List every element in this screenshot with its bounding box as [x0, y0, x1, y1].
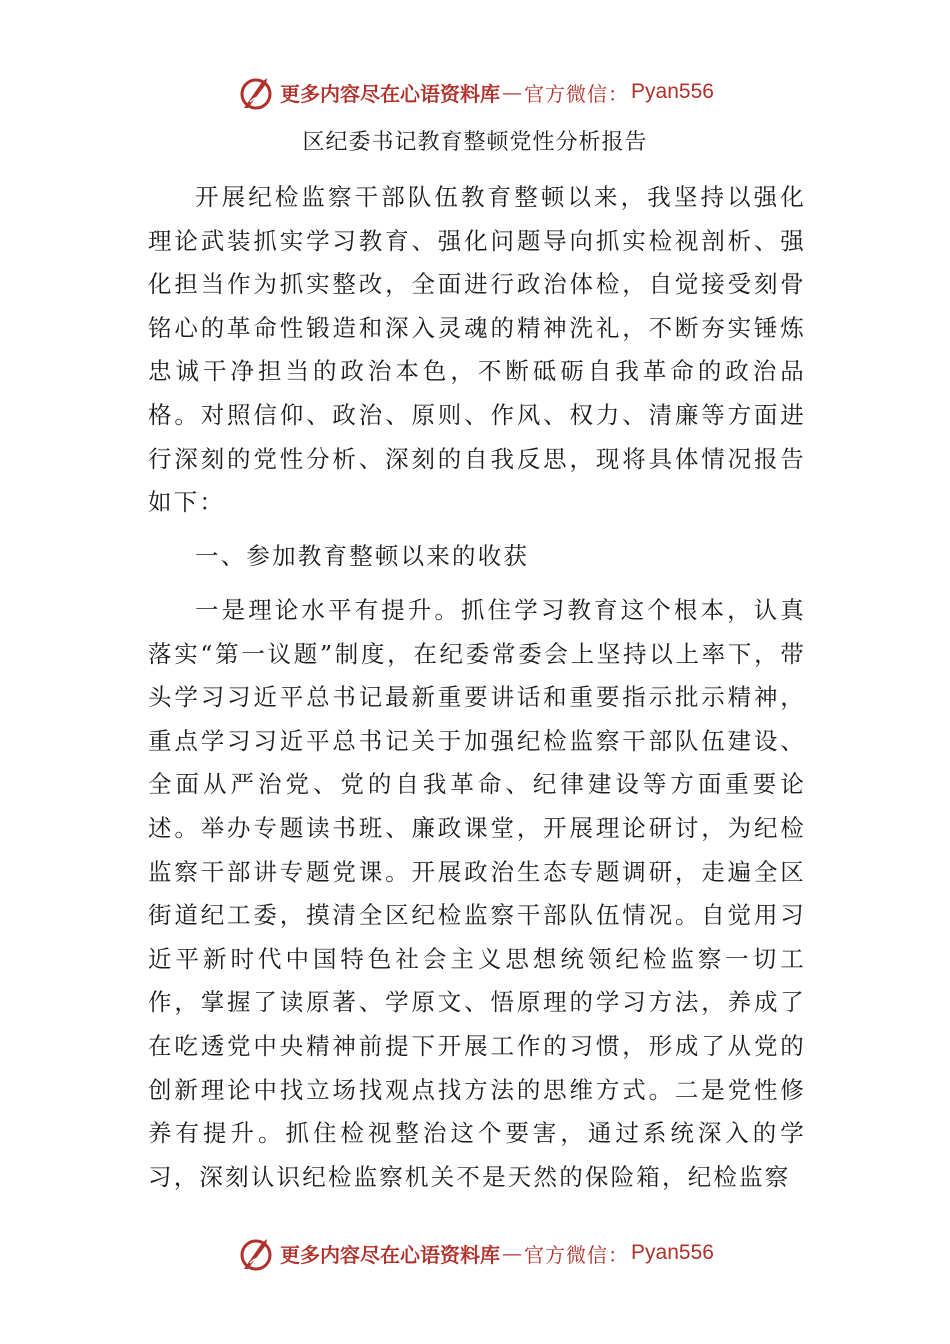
watermark-wechat-label: 官方微信：: [524, 81, 630, 106]
watermark-site-name: 更多内容尽在心语资料库: [280, 81, 501, 106]
watermark-banner-bottom: [0, 1231, 950, 1275]
section-1-heading: 一、参加教育整顿以来的收获: [195, 542, 530, 570]
intro-paragraph: 开展纪检监察干部队伍教育整顿以来，我坚持以强化理论武装抓实学习教育、强化问题导向抓实检视剖析、强化担当作为抓实整改，全面进行政治体检，自觉接受刻骨铭心的革命性锻造和深入灵魂的精神洗礼，不断夯实锤炼忠诚干净担当的政治本色，不断砥砺自我革命的政治品格。对照信仰、政治、原则、作风、权力、清廉等方面进行深刻的党性分析、深刻的自我反思，现将具体情况报告如下：: [148, 183, 806, 517]
watermark-banner-top: [0, 70, 950, 114]
watermark-dash: —: [502, 80, 523, 104]
watermark-wechat-label: 官方微信：: [524, 1242, 630, 1267]
document-title: 区纪委书记教育整顿党性分析报告: [302, 130, 648, 155]
pen-logo-icon: [236, 1233, 276, 1273]
watermark-wechat-id: Pyan556: [631, 1241, 714, 1264]
section-1-body: 一是理论水平有提升。抓住学习教育这个根本，认真落实“第一议题”制度，在纪委常委会上坚持以上率下，带头学习习近平总书记最新重要讲话和重要指示批示精神，重点学习习近平总书记关于加强纪检监察干部队伍建设、全面从严治党、党的自我革命、纪律建设等方面重要论述。举办专题读书班、廉政课堂，开展理论研讨，为纪检监察干部讲专题党课。开展政治生态专题调研，走遍全区街道纪工委，摸清全区纪检监察干部队伍情况。自觉用习近平新时代中国特色社会主义思想统领纪检监察一切工作，掌握了读原著、学原文、悟原理的学习方法，养成了在吃透党中央精神前提下开展工作的习惯，形成了从党的创新理论中找立场找观点找方法的思维方式。二是党性修养有提升。抓住检视整治这个要害，通过系统深入的学习，深刻认识纪检监察机关不是天然的保险箱，纪检监察: [148, 596, 806, 1191]
pen-logo-icon: [236, 72, 276, 112]
watermark-dash: —: [502, 1241, 523, 1265]
watermark-site-name: 更多内容尽在心语资料库: [280, 1242, 501, 1267]
watermark-wechat-id: Pyan556: [631, 80, 714, 103]
